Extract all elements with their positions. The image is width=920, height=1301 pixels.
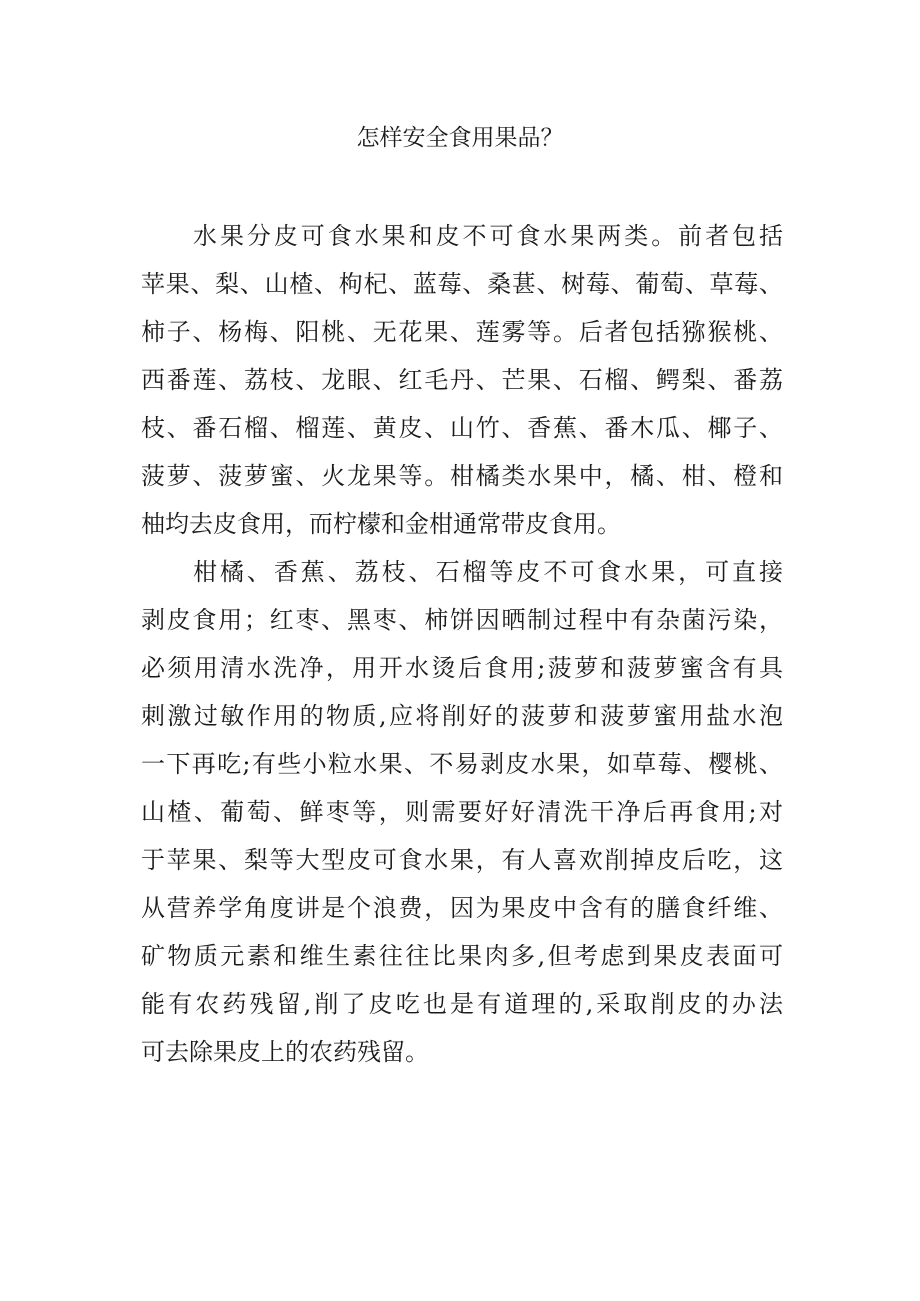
paragraph-line: 于苹果、梨等大型皮可食水果，有人喜欢削掉皮后吃，这 (141, 846, 783, 874)
paragraph-line: 剥皮食用；红枣、黑枣、柿饼因晒制过程中有杂菌污染， (141, 606, 783, 634)
paragraph-line: 能有农药残留,削了皮吃也是有道理的,采取削皮的办法 (141, 990, 783, 1018)
paragraph-line: 菠萝、菠萝蜜、火龙果等。柑橘类水果中，橘、柑、橙和 (141, 462, 783, 490)
paragraph-line: 柿子、杨梅、阳桃、无花果、莲雾等。后者包括猕猴桃、 (141, 318, 783, 346)
paragraph-line: 枝、番石榴、榴莲、黄皮、山竹、香蕉、番木瓜、椰子、 (141, 414, 783, 442)
document-body (141, 212, 783, 1076)
paragraph-line: 柚均去皮食用，而柠檬和金柑通常带皮食用。 (141, 510, 621, 538)
paragraph-1 (141, 212, 783, 548)
paragraph-line: 必须用清水洗净，用开水烫后食用;菠萝和菠萝蜜含有具 (141, 654, 783, 682)
paragraph-line: 苹果、梨、山楂、枸杞、蓝莓、桑葚、树莓、葡萄、草莓、 (141, 270, 783, 298)
paragraph-line: 刺激过敏作用的物质,应将削好的菠萝和菠萝蜜用盐水泡 (141, 702, 783, 730)
paragraph-2 (141, 548, 783, 1076)
paragraph-line: 可去除果皮上的农药残留。 (141, 1038, 429, 1066)
paragraph-line: 山楂、葡萄、鲜枣等，则需要好好清洗干净后再食用;对 (141, 798, 783, 826)
paragraph-line: 从营养学角度讲是个浪费，因为果皮中含有的膳食纤维、 (141, 894, 783, 922)
paragraph-line: 一下再吃;有些小粒水果、不易剥皮水果，如草莓、樱桃、 (141, 750, 783, 778)
document-title: 怎样安全食用果品？ (356, 125, 564, 151)
paragraph-line: 矿物质元素和维生素往往比果肉多,但考虑到果皮表面可 (141, 942, 783, 970)
paragraph-line: 西番莲、荔枝、龙眼、红毛丹、芒果、石榴、鳄梨、番荔 (141, 366, 783, 394)
paragraph-line: 水果分皮可食水果和皮不可食水果两类。前者包括 (193, 222, 783, 250)
paragraph-line: 柑橘、香蕉、荔枝、石榴等皮不可食水果，可直接 (193, 558, 783, 586)
